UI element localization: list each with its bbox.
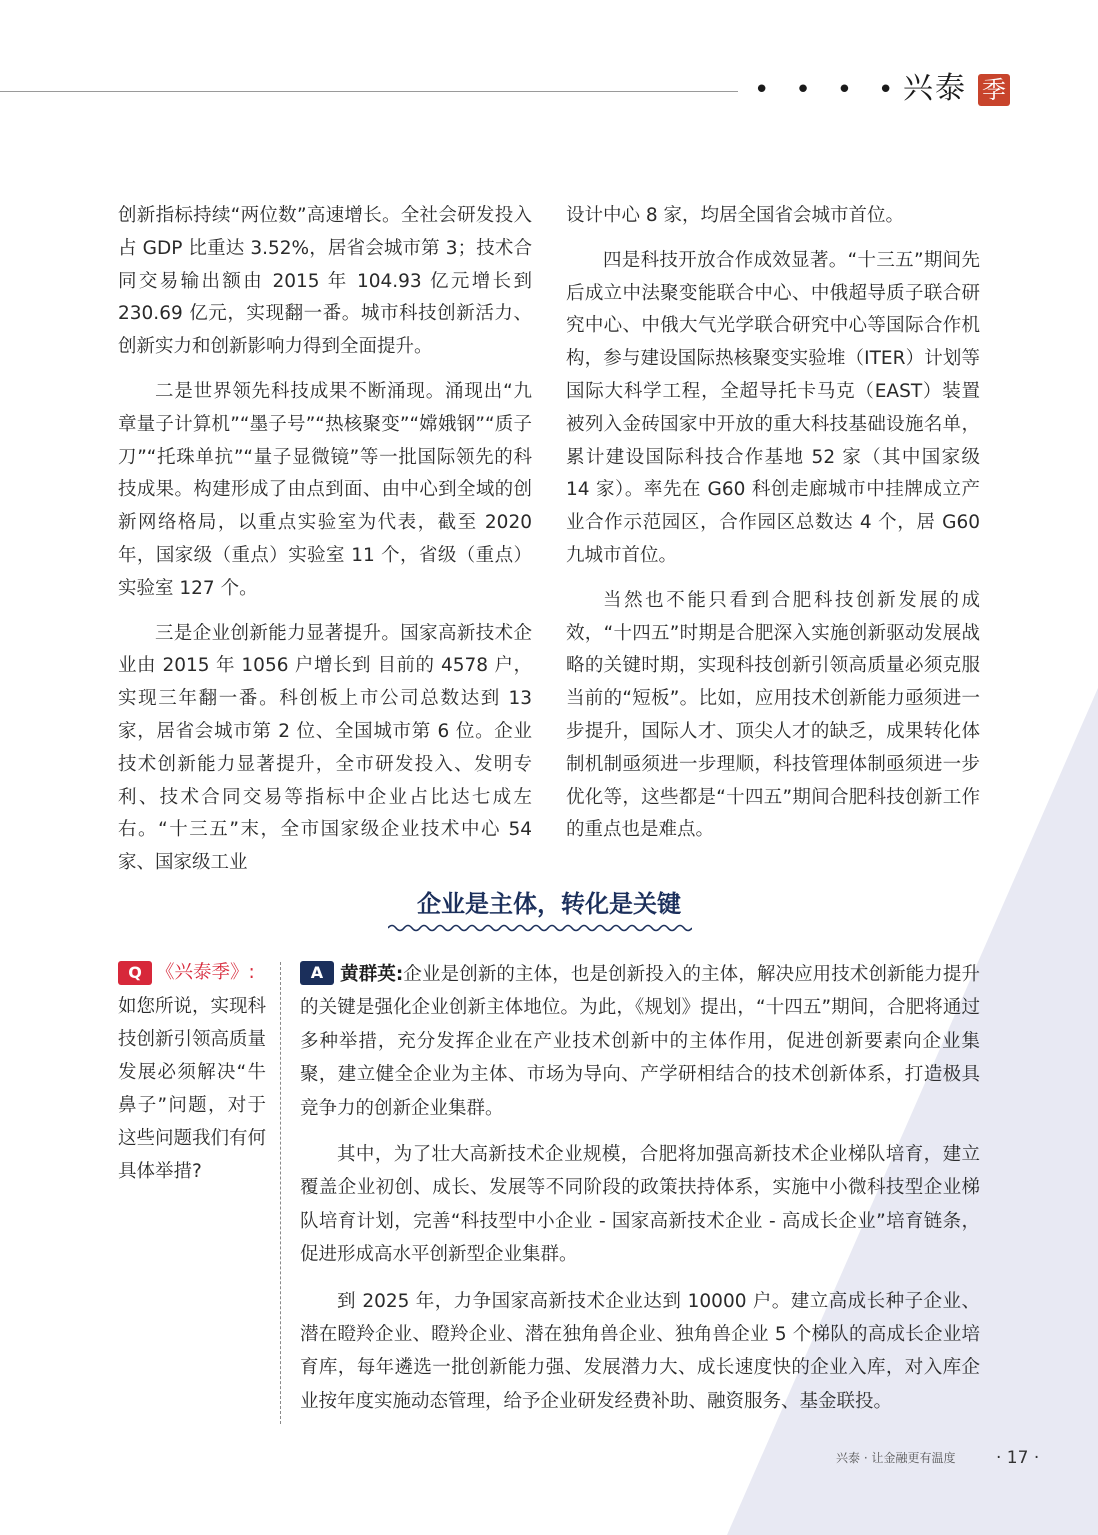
paragraph: 二是世界领先科技成果不断涌现。涌现出“九章量子计算机”“墨子号”“热核聚变”“嫦娥钢”“质子刀”“托珠单抗”“量子显微镜”等一批国际领先的科技成果。构建形成了由点到面、由中心到全域的创新网络格局，以重点实验室为代表，截至 2020 年，国家级（重点）实验室 11 个，省级（重点）实验室 127 个。 xyxy=(118,380,532,599)
paragraph: 三是企业创新能力显著提升。国家高新技术企业由 2015 年 1056 户增长到 目前的 4578 户，实现三年翻一番。科创板上市公司总数达到 13 家，居省会城市第 2 位、全国城市第 6 位。企业技术创新能力显著提升，全市研发投入、发明专利、技术合同交易等指标中企业占比达七成左右。“十三五”末，全市国家级企业技术中心 54 家、国家级工业 xyxy=(118,622,532,874)
header-dot: • xyxy=(836,75,853,105)
header-dot: • xyxy=(754,75,770,105)
answer-paragraph: 到 2025 年，力争国家高新技术企业达到 10000 户。建立高成长种子企业、潜在瞪羚企业、瞪羚企业、潜在独角兽企业、独角兽企业 5 个梯队的高成长企业培育库，每年遴选一批创新能力强、发展潜力大、成长速度快的企业入库，对入库企业按年度实施动态管理，给予企业研发经费补助、融资服务、基金联投。 xyxy=(300,1290,980,1412)
section-title-wave-underline xyxy=(388,922,692,934)
paragraph: 四是科技开放合作成效显著。“十三五”期间先后成立中法聚变能联合中心、中俄超导质子联合研究中心、中俄大气光学联合研究中心等国际合作机构，参与建设国际热核聚变实验堆（ITER）计划等国际大科学工程，全超导托卡马克（EAST）装置被列入金砖国家中开放的重大科技基础设施名单，累计建设国际科技合作基地 52 家（其中国家级 14 家）。率先在 G60 科创走廊城市中挂牌成立产业合作示范园区，合作园区总数达 4 个，居 G60 九城市首位。 xyxy=(566,249,980,566)
footer-slogan: 兴泰 · 让金融更有温度 xyxy=(836,1451,956,1465)
answer-block xyxy=(300,958,980,1431)
left-text-column xyxy=(118,200,532,892)
paragraph: 设计中心 8 家，均居全国省会城市首位。 xyxy=(566,205,905,226)
question-source: 《兴泰季》: xyxy=(156,962,255,983)
magazine-brand: 兴泰 xyxy=(903,71,967,106)
question-text: 如您所说，实现科技创新引领高质量发展必须解决“牛鼻子”问题，对于这些问题我们有何具体举措? xyxy=(118,996,267,1182)
answer-paragraph xyxy=(300,958,980,1125)
answer-paragraph: 其中，为了壮大高新技术企业规模，合肥将加强高新技术企业梯队培育，建立覆盖企业初创、成长、发展等不同阶段的政策扶持体系，实施中小微科技型企业梯队培育计划，完善“科技型中小企业 - 国家高新技术企业 - 高成长企业”培育链条，促进形成高水平创新型企业集群。 xyxy=(300,1144,980,1266)
section-title: 企业是主体，转化是关键 xyxy=(417,890,681,918)
answer-text: 企业是创新的主体，也是创新投入的主体，解决应用技术创新能力提升的关键是强化企业创新主体地位。为此，《规划》提出，“十四五”期间，合肥将通过多种举措，充分发挥企业在产业技术创新中的主体作用，促进创新要素向企业集聚，建立健全企业为主体、市场为导向、产学研相结合的技术创新体系，打造极具竞争力的创新企业集群。 xyxy=(300,964,980,1119)
qa-dashed-divider xyxy=(280,962,281,1424)
question-block xyxy=(118,958,266,1188)
answer-badge: A xyxy=(300,961,334,985)
right-text-column xyxy=(566,200,980,859)
header-dot: • xyxy=(878,75,894,105)
header-dot: • xyxy=(795,75,811,105)
paragraph: 创新指标持续“两位数”高速增长。全社会研发投入占 GDP 比重达 3.52%，居省会城市第 3；技术合同交易输出额由 2015 年 104.93 亿元增长到 230.69 亿元，实现翻一番。城市科技创新活力、创新实力和创新影响力得到全面提升。 xyxy=(118,205,532,358)
paragraph: 当然也不能只看到合肥科技创新发展的成效，“十四五”时期是合肥深入实施创新驱动发展战略的关键时期，实现科技创新引领高质量必须克服当前的“短板”。比如，应用技术创新能力亟须进一步提升，国际人才、顶尖人才的缺乏，成果转化体制机制亟须进一步理顺，科技管理体制亟须进一步优化等，这些都是“十四五”期间合肥科技创新工作的重点也是难点。 xyxy=(566,589,980,841)
page-number: · 17 · xyxy=(996,1448,1040,1468)
question-badge: Q xyxy=(118,961,152,985)
header-rule xyxy=(0,91,738,92)
brand-seal-icon: 季 xyxy=(978,74,1010,106)
header-dots xyxy=(754,72,893,108)
answer-speaker: 黄群英: xyxy=(340,964,404,985)
